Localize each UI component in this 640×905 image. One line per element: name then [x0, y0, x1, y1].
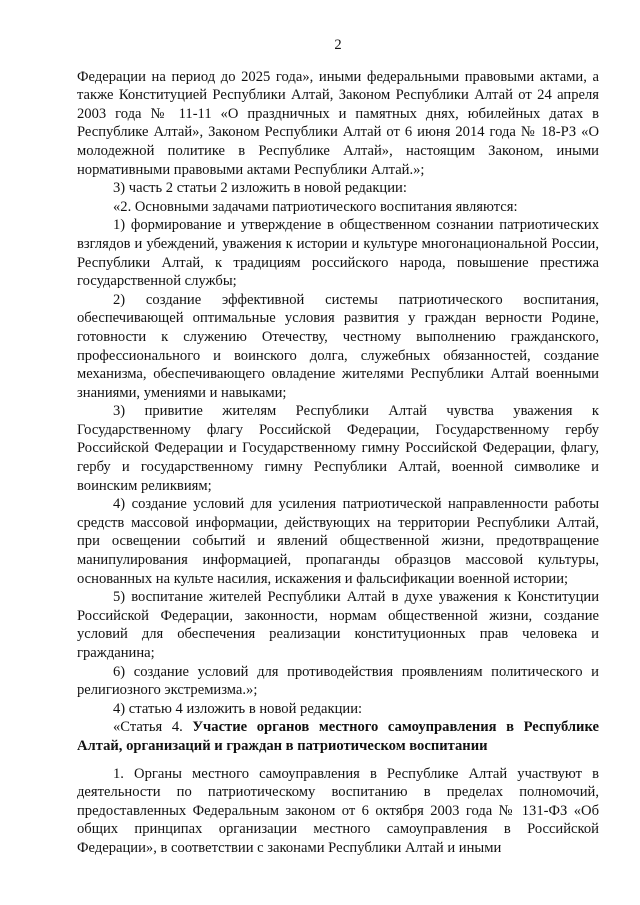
page-number: 2 — [334, 37, 342, 53]
paragraph-task-4: 4) создание условий для усиления патриотической направленности работы средств массовой информации, действующих на территории Республики Алтай, при освещении событий и явлений общественной жизни, предотвращение манипулирования информацией, пропаганды образцов массовой культуры, основанных на культе насилия, искажения и фальсификации военной истории; — [77, 496, 599, 587]
paragraph-task-5: 5) воспитание жителей Республики Алтай в духе уважения к Конституции Российской Федерации, законности, нормам общественной жизни, создание условий для обеспечения реализации конституционных прав человека и гражданина; — [77, 589, 599, 661]
paragraph-article-4-part-1: 1. Органы местного самоуправления в Республике Алтай участвуют в деятельности по патриотическому воспитанию в пределах полномочий, предоставленных Федеральным законом от 6 октября 2003 года № 131-ФЗ «Об общих принципах организации местного самоуправления в Российской Федерации», в соответствии с законами Республики Алтай и иными — [77, 765, 599, 856]
paragraph-task-2: 2) создание эффективной системы патриотического воспитания, обеспечивающей оптимальные условия развития у граждан верности Родине, готовности к служению Отечеству, честному выполнению гражданского, профессионального и воинского долга, служебных обязанностей, создание механизма, обеспечивающего овладение жителями Республики Алтай военными знаниями, умениями и навыками; — [77, 291, 599, 401]
paragraph-tasks-intro: «2. Основными задачами патриотического воспитания являются: — [113, 198, 518, 215]
paragraph-amendment-4: 4) статью 4 изложить в новой редакции: — [113, 700, 363, 717]
spacer — [77, 756, 599, 765]
paragraph-task-6: 6) создание условий для противодействия проявлениям политического и религиозного экстремизма.»; — [77, 663, 599, 699]
article-heading — [77, 718, 599, 755]
document-body — [77, 68, 599, 858]
paragraph-continuation: Федерации на период до 2025 года», иными федеральными правовыми актами, а также Конституцией Республики Алтай, Законом Республики Алтай от 24 апреля 2003 года № 11-11 «О праздничных и памятных днях, юбилейных датах в Республике Алтай», Законом Республики Алтай от 6 июня 2014 года № 18-РЗ «О молодежной политике в Республике Алтай», настоящим Законом, иными нормативными правовыми актами Республики Алтай.»; — [77, 68, 599, 178]
article-title: Участие органов местного самоуправления в Республике Алтай, организаций и граждан в патриотическом воспитании — [77, 719, 599, 754]
paragraph-task-1: 1) формирование и утверждение в общественном сознании патриотических взглядов и убеждений, уважения к истории и культуре многонациональной России, Республики Алтай, к традициям российского народа, повышение престижа государственной службы; — [77, 217, 599, 290]
paragraph-task-3: 3) привитие жителям Республики Алтай чувства уважения к Государственному флагу Российской Федерации, Государственному гербу Российской Федерации и Государственному гимну Российской Федерации, флагу, гербу и государственному гимну Республики Алтай, военной символике и воинским реликвиям; — [77, 403, 599, 494]
article-number: «Статья 4. — [113, 719, 193, 736]
paragraph-amendment-3: 3) часть 2 статьи 2 изложить в новой редакции: — [113, 180, 407, 197]
